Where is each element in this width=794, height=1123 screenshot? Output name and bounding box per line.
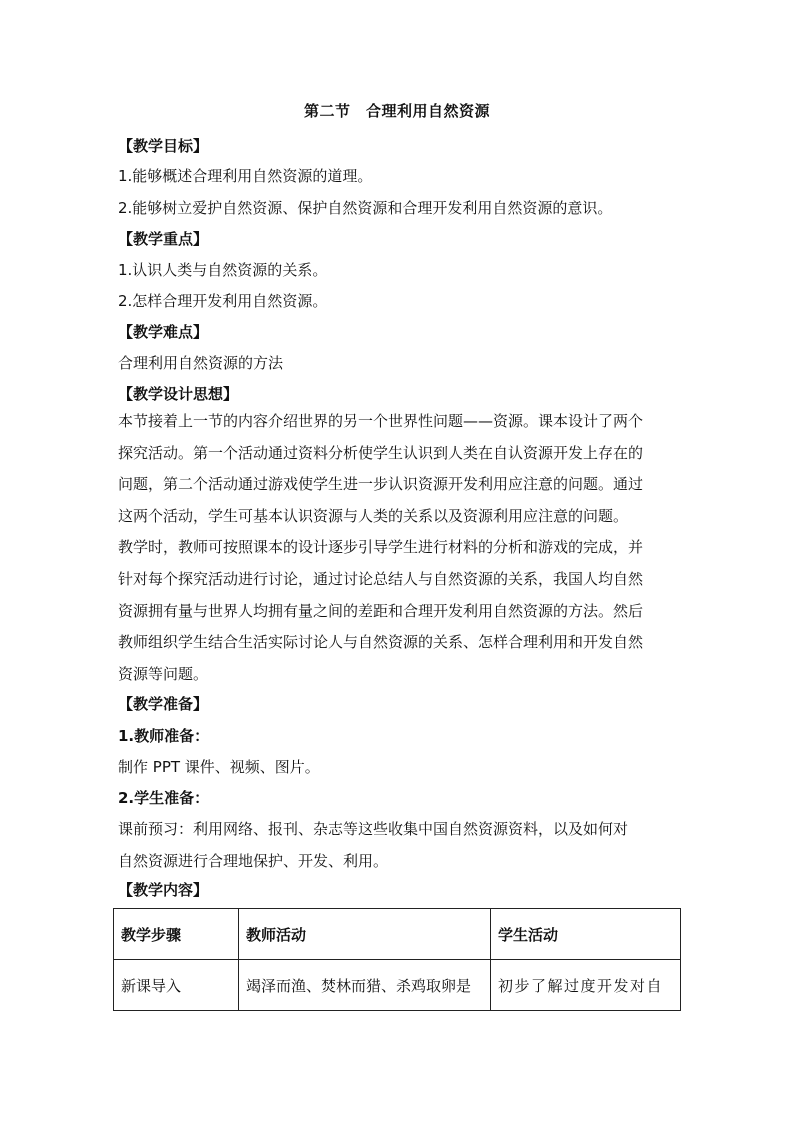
design-line: 针对每个探究活动进行讨论，通过讨论总结人与自然资源的关系，我国人均自然 [118,569,644,588]
teacher-prep-label: 1.教师准备： [118,727,210,745]
student-prep-paragraph [118,814,678,877]
key-points-heading: 【教学重点】 [118,230,209,248]
design-line: 教学时，教师可按照课本的设计逐步引导学生进行材料的分析和游戏的完成，并 [118,538,644,557]
key-point-item-1: 1.认识人类与自然资源的关系。 [118,261,328,279]
content-heading: 【教学内容】 [118,881,209,899]
student-prep-line: 自然资源进行合理地保护、开发、利用。 [118,851,389,870]
difficulties-text: 合理利用自然资源的方法 [118,354,284,372]
objective-item-2: 2.能够树立爱护自然资源、保护自然资源和合理开发利用自然资源的意识。 [118,199,613,217]
table-header-row [114,909,681,960]
design-line: 资源拥有量与世界人均拥有量之间的差距和合理开发利用自然资源的方法。然后 [118,601,644,620]
teacher-prep-text: 制作 PPT 课件、视频、图片。 [118,758,320,776]
design-line: 这两个活动，学生可基本认识资源与人类的关系以及资源利用应注意的问题。 [118,506,629,525]
design-line: 本节接着上一节的内容介绍世界的另一个世界性问题——资源。课本设计了两个 [118,412,644,430]
table-header-cell: 教师活动 [239,909,491,960]
table-cell: 初步了解过度开发对自 [491,960,681,1011]
table-cell: 竭泽而渔、焚林而猎、杀鸡取卵是 [239,960,491,1011]
lesson-table [113,908,681,1011]
student-prep-line: 课前预习：利用网络、报刊、杂志等这些收集中国自然资源资料，以及如何对 [118,820,629,838]
design-heading: 【教学设计思想】 [118,385,239,403]
difficulties-heading: 【教学难点】 [118,323,209,341]
key-point-item-2: 2.怎样合理开发利用自然资源。 [118,292,328,310]
design-line: 资源等问题。 [118,664,209,683]
table-header-cell: 学生活动 [491,909,681,960]
objectives-heading: 【教学目标】 [118,137,209,155]
design-line: 探究活动。第一个活动通过资料分析使学生认识到人类在自认资源开发上存在的 [118,443,644,462]
design-paragraph [118,406,678,690]
table-cell: 新课导入 [114,960,239,1011]
preparation-heading: 【教学准备】 [118,695,209,713]
student-prep-label: 2.学生准备： [118,789,210,807]
objective-item-1: 1.能够概述合理利用自然资源的道理。 [118,167,373,185]
design-line: 问题，第二个活动通过游戏使学生进一步认识资源开发利用应注意的问题。通过 [118,475,644,494]
design-line: 教师组织学生结合生活实际讨论人与自然资源的关系、怎样合理利用和开发自然 [118,633,644,652]
table-row [114,960,681,1011]
page-title: 第二节 合理利用自然资源 [303,102,490,120]
table-header-cell: 教学步骤 [114,909,239,960]
